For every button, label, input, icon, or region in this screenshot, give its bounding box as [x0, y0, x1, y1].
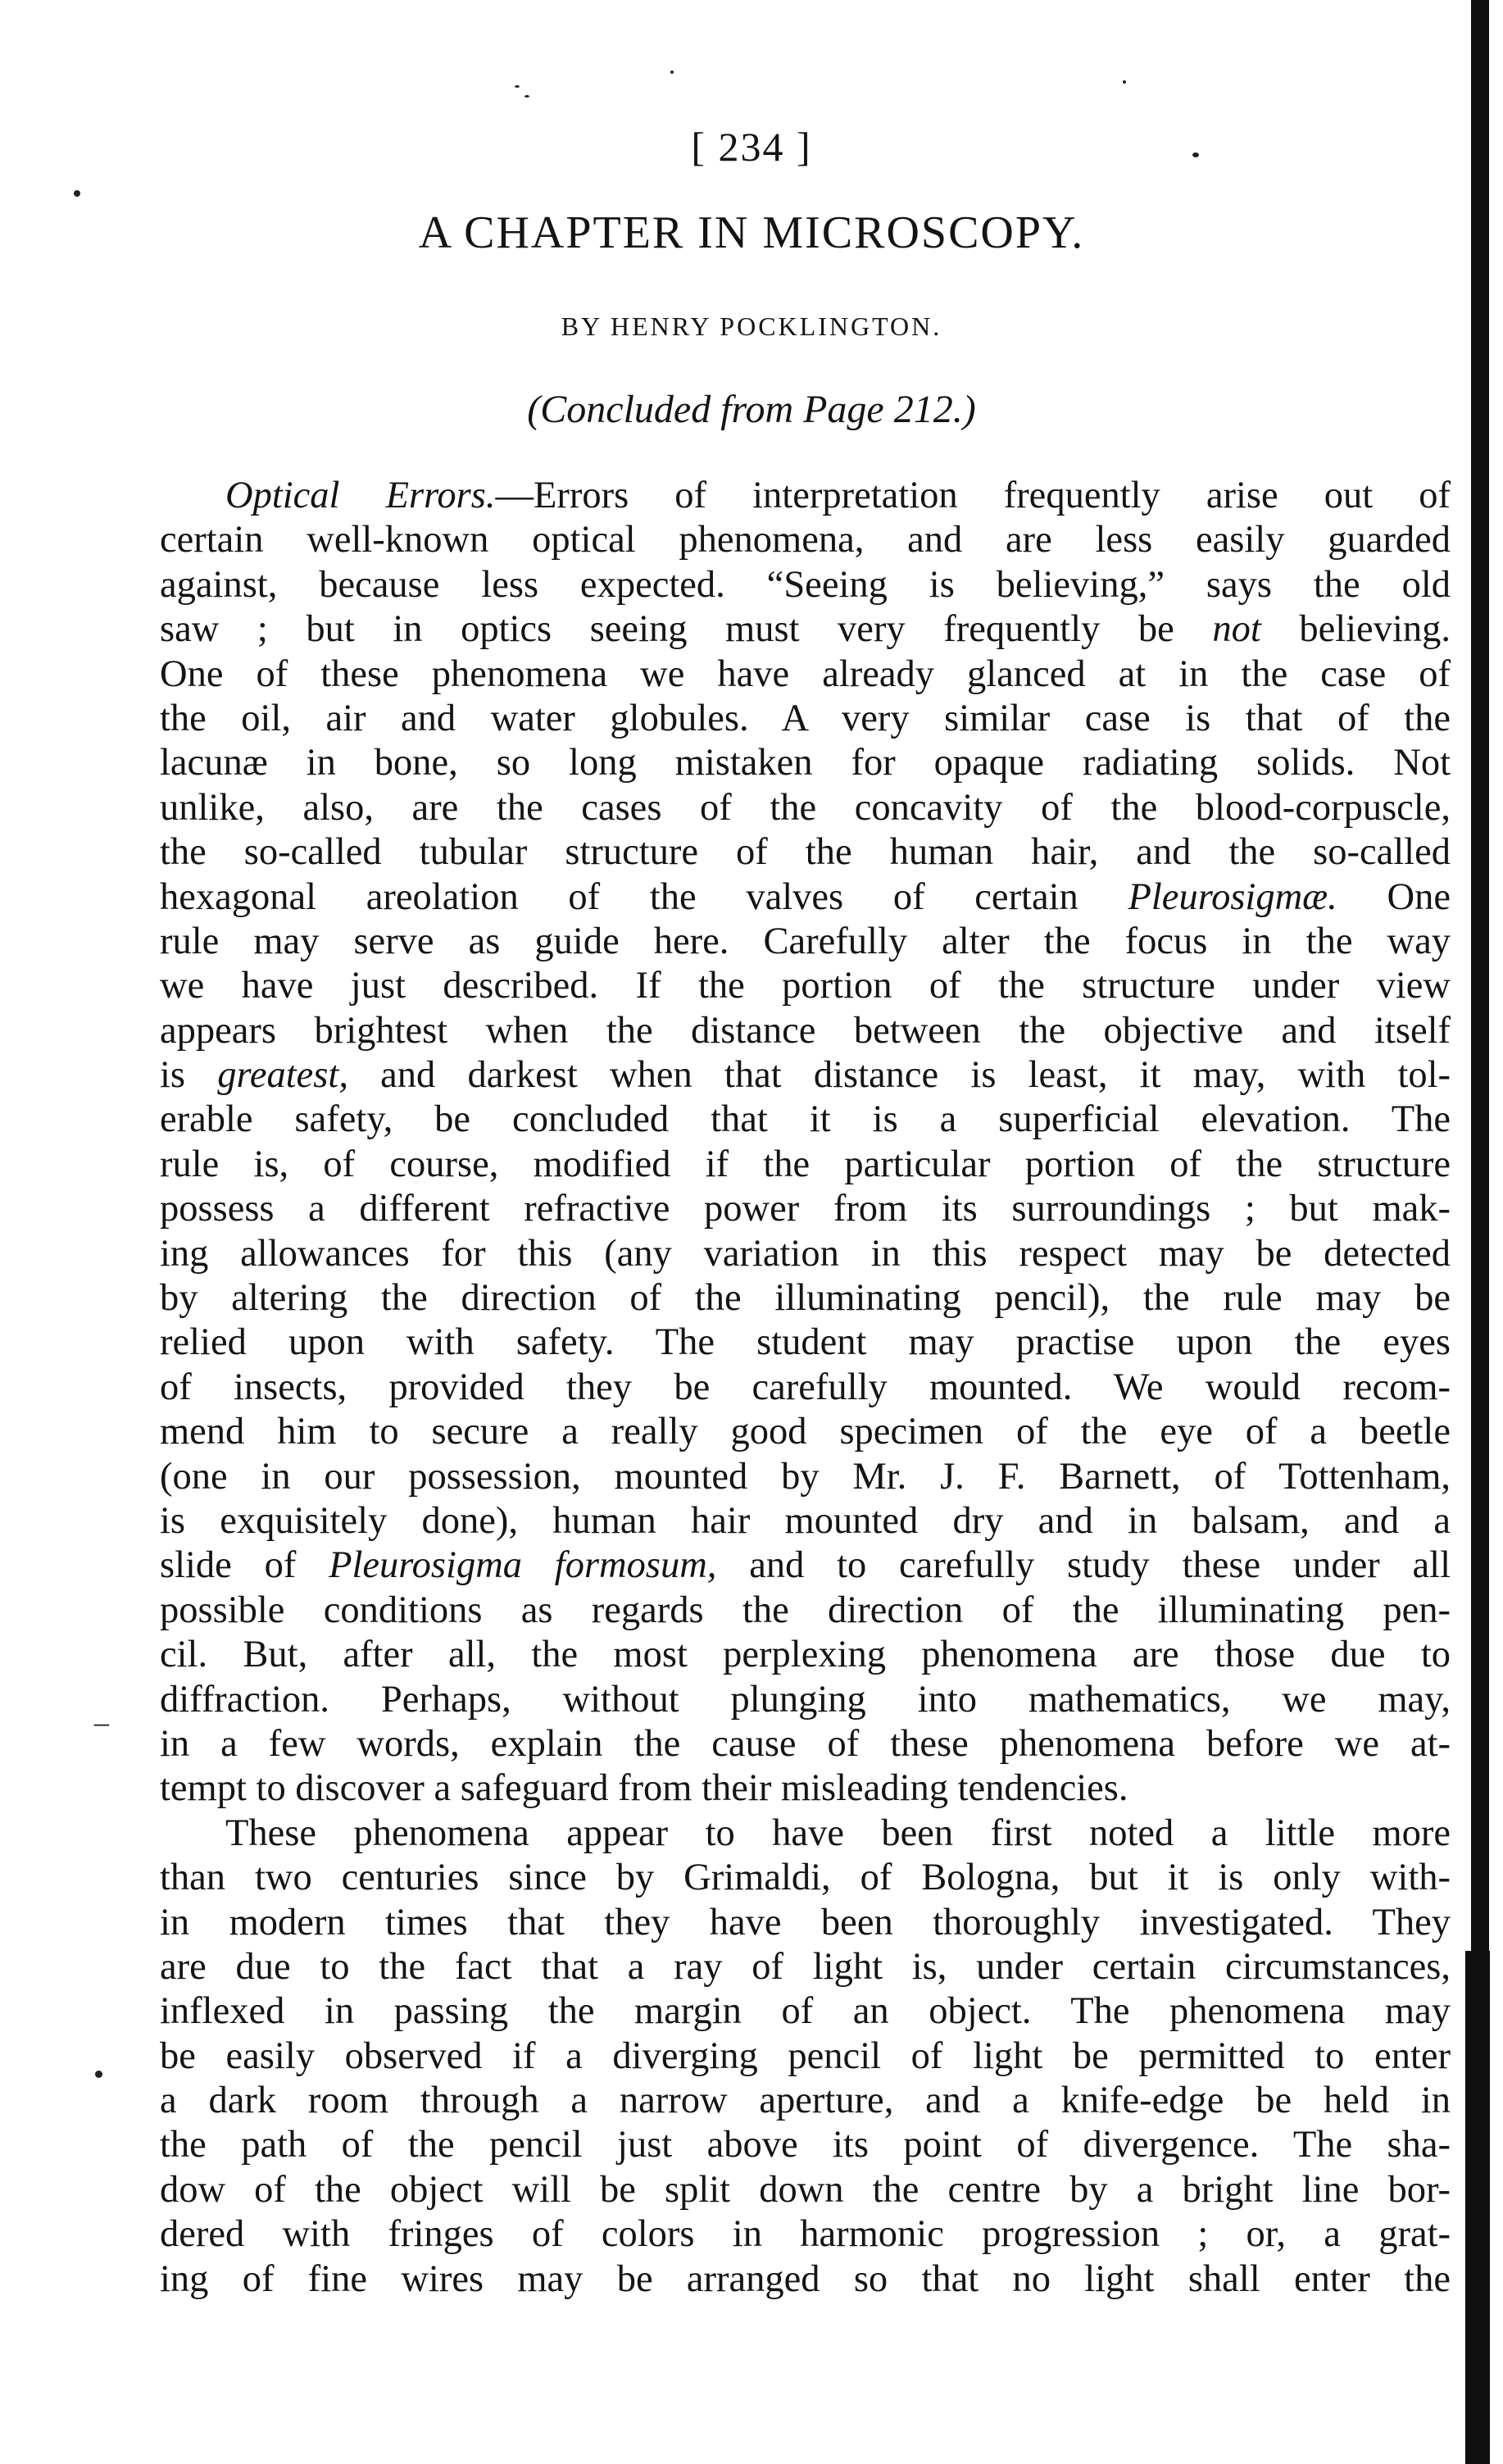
text-line: saw ; but in optics seeing must very frequently be not believing. [160, 608, 1451, 651]
text-line: against, because less expected. “Seeing is believing,” says the old [160, 563, 1451, 606]
text-line: dered with fringes of colors in harmonic progression ; or, a grat- [160, 2213, 1451, 2256]
text-line: Optical Errors.—Errors of interpretation frequently arise out of [225, 475, 1451, 516]
text-line: tempt to discover a safeguard from their misleading tendencies. [160, 1767, 1128, 1810]
text-line: by altering the direction of the illuminating pencil), the rule may be [160, 1277, 1451, 1320]
text-line: we have just described. If the portion of the structure under view [160, 965, 1451, 1007]
text-line: is exquisitely done), human hair mounted dry and in balsam, and a [160, 1499, 1451, 1542]
article-body [160, 474, 1451, 2302]
text-line: erable safety, be concluded that it is a superficial elevation. The [160, 1098, 1451, 1141]
paragraph-optical-errors [160, 474, 1451, 1812]
text-line: in a few words, explain the cause of these phenomena before we at- [160, 1722, 1451, 1765]
scan-speck [524, 95, 529, 98]
continuation-note: (Concluded from Page 212.) [527, 388, 976, 431]
section-heading: Optical Errors. [225, 475, 496, 516]
scan-speck [515, 85, 520, 88]
article-title: A CHAPTER IN MICROSCOPY. [418, 207, 1085, 258]
text-line: possible conditions as regards the direction of the illuminating pen- [160, 1589, 1451, 1631]
text-line: lacunæ in bone, so long mistaken for opaque radiating solids. Not [160, 742, 1451, 784]
text-line: diffraction. Perhaps, without plunging into mathematics, we may, [160, 1678, 1451, 1721]
text-line: ing of fine wires may be arranged so that no light shall enter the [160, 2257, 1451, 2300]
page-number: [ 234 ] [691, 124, 812, 170]
text-line: possess a different refractive power from its surroundings ; but mak- [160, 1188, 1451, 1230]
text-line: ing allowances for this (any variation in this respect may be detected [160, 1232, 1451, 1275]
text-line: be easily observed if a diverging pencil of light be permitted to enter [160, 2034, 1451, 2077]
text-line: than two centuries since by Grimaldi, of Bologna, but it is only with- [160, 1857, 1451, 1899]
text-line: appears brightest when the distance between the objective and itself [160, 1009, 1451, 1052]
text-line: the so-called tubular structure of the human hair, and the so-called [160, 831, 1451, 874]
text-line: These phenomena appear to have been first noted a little more [225, 1812, 1451, 1854]
paragraph-diffraction [160, 1812, 1451, 2302]
text-line: certain well-known optical phenomena, and are less easily guarded [160, 519, 1451, 561]
text-line: dow of the object will be split down the centre by a bright line bor- [160, 2168, 1451, 2211]
text-line: (one in our possession, mounted by Mr. J. F. Barnett, of Tottenham, [160, 1455, 1451, 1498]
text-line: One of these phenomena we have already glanced at in the case of [160, 652, 1451, 695]
text-line: inflexed in passing the margin of an object. The phenomena may [160, 1990, 1451, 2033]
text-line: of insects, provided they be carefully mounted. We would recom- [160, 1366, 1451, 1408]
page-edge-shadow-lower [1465, 1951, 1490, 2464]
scan-speck [1123, 80, 1126, 84]
text-line: a dark room through a narrow aperture, and a knife-edge be held in [160, 2080, 1451, 2122]
text-line: the oil, air and water globules. A very similar case is that of the [160, 697, 1451, 739]
text-line: cil. But, after all, the most perplexing phenomena are those due to [160, 1634, 1451, 1676]
text-line: hexagonal areolation of the valves of certain Pleurosigmæ. One [160, 875, 1451, 918]
scan-speck [74, 190, 80, 197]
text-line: relied upon with safety. The student may practise upon the eyes [160, 1321, 1451, 1364]
text-line: are due to the fact that a ray of light is, under certain circumstances, [160, 1945, 1451, 1988]
text-line: slide of Pleurosigma formosum, and to carefully study these under all [160, 1544, 1451, 1587]
author-byline: BY HENRY POCKLINGTON. [561, 311, 942, 341]
text-line: unlike, also, are the cases of the concavity of the blood-corpuscle, [160, 786, 1451, 829]
text-line: the path of the pencil just above its point of divergence. The sha- [160, 2124, 1451, 2166]
scan-speck [670, 70, 674, 74]
text-line: is greatest, and darkest when that distance is least, it may, with tol- [160, 1054, 1451, 1097]
margin-mark: – [94, 1706, 109, 1739]
margin-dot [95, 2071, 102, 2078]
text-line: mend him to secure a really good specimen of the eye of a beetle [160, 1411, 1451, 1453]
text-line: in modern times that they have been thoroughly investigated. They [160, 1901, 1451, 1943]
text-line: rule is, of course, modified if the particular portion of the structure [160, 1143, 1451, 1185]
text-line: rule may serve as guide here. Carefully alter the focus in the way [160, 920, 1451, 962]
